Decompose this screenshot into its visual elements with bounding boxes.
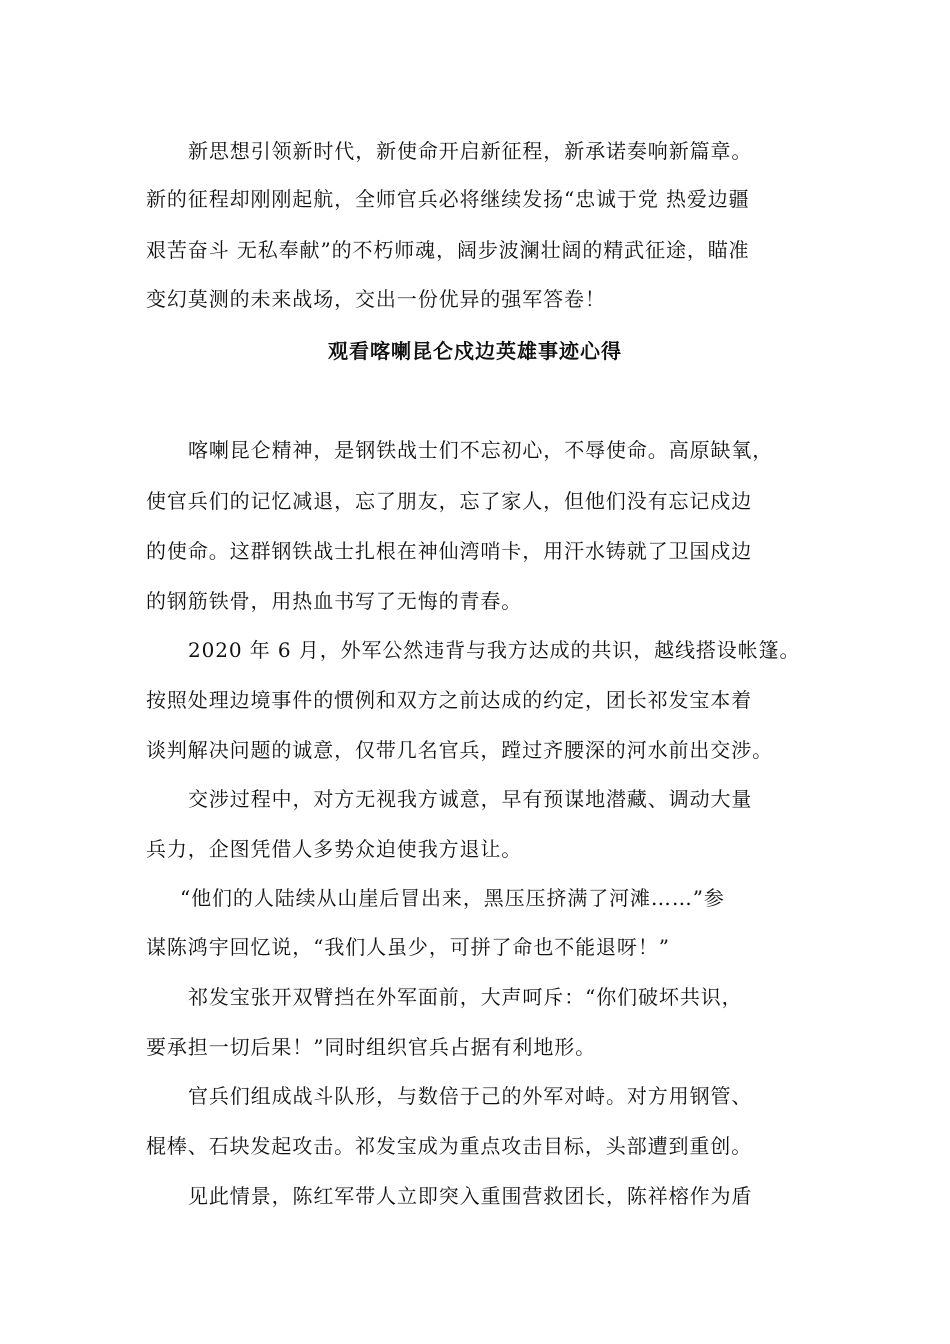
paragraph-2-line-2: 按照处理边境事件的惯例和双方之前达成的约定，团长祁发宝本着 (146, 688, 753, 712)
intro-line-4: 变幻莫测的未来战场，交出一份优异的强军答卷！ (146, 287, 606, 311)
paragraph-1-line-4: 的钢筋铁骨，用热血书写了无悔的青春。 (146, 589, 523, 613)
paragraph-3-line-2: 兵力，企图凭借人多势众迫使我方退让。 (146, 837, 523, 861)
paragraph-2-line-1: 2020 年 6 月，外军公然违背与我方达成的共识，越线搭设帐篷。 (188, 638, 801, 662)
paragraph-6-line-1: 官兵们组成战斗队形，与数倍于己的外军对峙。对方用钢管、 (188, 1084, 753, 1108)
intro-line-2: 新的征程却刚刚起航，全师官兵必将继续发扬“忠诚于党 热爱边疆 (146, 187, 750, 211)
paragraph-4-line-2: 谋陈鸿宇回忆说，“我们人虽少，可拼了命也不能退呀！” (146, 935, 670, 959)
paragraph-5-line-2: 要承担一切后果！”同时组织官兵占据有利地形。 (146, 1035, 597, 1059)
paragraph-3-line-1: 交涉过程中，对方无视我方诚意，早有预谋地潜藏、调动大量 (188, 787, 753, 811)
paragraph-6-line-2: 棍棒、石块发起攻击。祁发宝成为重点攻击目标，头部遭到重创。 (146, 1134, 753, 1158)
paragraph-1-line-1: 喀喇昆仑精神，是钢铁战士们不忘初心，不辱使命。高原缺氧， (188, 438, 774, 462)
intro-line-1: 新思想引领新时代，新使命开启新征程，新承诺奏响新篇章。 (188, 139, 753, 163)
paragraph-4-line-1: “他们的人陆续从山崖后冒出来，黑压压挤满了河滩……”参 (180, 886, 725, 910)
paragraph-1-line-3: 的使命。这群钢铁战士扎根在神仙湾哨卡，用汗水铸就了卫国戍边 (146, 539, 753, 563)
paragraph-1-line-2: 使官兵们的记忆减退，忘了朋友，忘了家人，但他们没有忘记戍边 (146, 489, 753, 513)
paragraph-2-line-3: 谈判解决问题的诚意，仅带几名官兵，蹚过齐腰深的河水前出交涉。 (146, 738, 773, 762)
intro-line-3: 艰苦奋斗 无私奉献”的不朽师魂，阔步波澜壮阔的精武征途，瞄准 (146, 238, 750, 262)
paragraph-7-line-1: 见此情景，陈红军带人立即突入重围营救团长，陈祥榕作为盾 (188, 1184, 753, 1208)
paragraph-5-line-1: 祁发宝张开双臂挡在外军面前，大声呵斥：“你们破坏共识， (188, 985, 743, 1009)
article-title: 观看喀喇昆仑戍边英雄事迹心得 (328, 339, 622, 363)
